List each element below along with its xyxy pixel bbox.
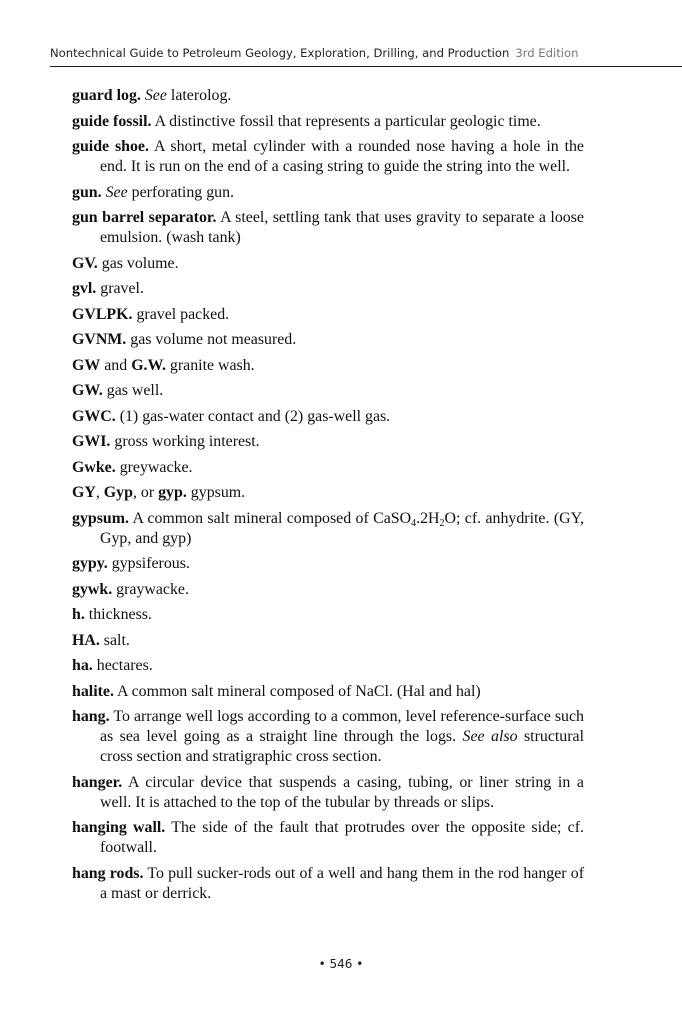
entry-term: GWC.: [72, 407, 116, 425]
entry-definition: laterolog.: [170, 87, 232, 104]
entry-definition: gross working interest.: [114, 433, 260, 450]
entry-definition: perforating gun.: [131, 183, 234, 201]
entry-term: gun.: [72, 183, 102, 201]
entry-definition: A steel, settling tank that uses gravity to separate a loose emulsion. (wash tank): [100, 209, 584, 246]
entry-definition: O; cf. anhydrite. (GY, Gyp, and gyp): [100, 509, 584, 547]
entry-term: GWI.: [72, 433, 111, 450]
entry-term: gypy.: [72, 555, 108, 572]
entry-definition: To pull sucker-rods out of a well and hang them in the rod hanger of a mast or derrick.: [100, 864, 585, 902]
glossary-entry: [72, 279, 584, 299]
entry-term: hanging wall.: [72, 819, 166, 836]
glossary-entry: [72, 356, 584, 376]
entry-definition: thickness.: [88, 606, 152, 623]
entry-term: GY: [72, 484, 96, 501]
entry-term: GW.: [72, 382, 103, 399]
glossary-entry: [72, 864, 584, 904]
glossary-entry: [72, 682, 584, 702]
entry-definition: A short, metal cylinder with a rounded nose having a hole in the end. It is run on the end of a casing string to guide the string into the well.: [100, 138, 584, 175]
entry-definition: A circular device that suspends a casing, tubing, or liner string in a well. It is attached to the top of the tubular by threads or slips.: [100, 773, 584, 811]
entry-term: gvl.: [72, 280, 97, 297]
entry-definition: salt.: [103, 631, 130, 649]
entry-definition: gravel.: [100, 280, 144, 297]
entry-definition: gas volume.: [101, 254, 179, 272]
entry-definition: A common salt mineral composed of CaSO: [132, 509, 412, 527]
entry-definition: granite wash.: [169, 356, 255, 374]
entry-term: gypsum.: [72, 509, 129, 527]
entry-definition: gravel packed.: [136, 305, 230, 323]
glossary-entry: [72, 773, 584, 813]
entry-term: HA.: [72, 631, 100, 649]
glossary-content: [72, 86, 584, 909]
edition-label: 3rd Edition: [515, 46, 579, 60]
entry-definition: (1) gas-water contact and (2) gas-well gas.: [119, 407, 391, 425]
entry-term-alt: gyp.: [158, 484, 187, 501]
glossary-entry: [72, 554, 584, 574]
running-header: [50, 46, 682, 67]
entry-definition: gas well.: [106, 382, 164, 399]
glossary-entry: [72, 183, 584, 203]
glossary-entry: [72, 407, 584, 427]
entry-definition: gas volume not measured.: [130, 331, 297, 348]
page-number: • 546 •: [318, 957, 364, 971]
glossary-entry: [72, 432, 584, 452]
glossary-entry: [72, 707, 584, 767]
entry-term: halite.: [72, 682, 114, 700]
entry-term-alt: Gyp: [103, 484, 133, 501]
entry-separator: ,: [95, 484, 104, 501]
subscript: 4: [411, 517, 417, 529]
entry-term: guide fossil.: [72, 112, 152, 130]
glossary-entry: [72, 631, 584, 651]
glossary-entry: [72, 112, 584, 132]
entry-separator: , or: [132, 484, 159, 501]
entry-definition: gypsum.: [190, 484, 246, 501]
glossary-entry: [72, 509, 584, 549]
entry-term-alt: G.W.: [131, 356, 166, 374]
glossary-entry: [72, 330, 584, 350]
entry-conjunction: and: [104, 356, 128, 374]
glossary-entry: [72, 605, 584, 625]
entry-definition: A distinctive fossil that represents a particular geologic time.: [154, 112, 541, 130]
entry-term: GVLPK.: [72, 305, 133, 323]
entry-definition: greywacke.: [119, 458, 193, 476]
entry-term: guard log.: [72, 87, 141, 104]
glossary-entry: [72, 381, 584, 401]
entry-definition: gypsiferous.: [111, 555, 190, 572]
see-label: See: [105, 183, 128, 201]
glossary-entry: [72, 137, 584, 177]
glossary-entry: [72, 86, 584, 106]
see-label: See: [144, 87, 167, 104]
entry-term: hang.: [72, 708, 110, 725]
entry-term: GVNM.: [72, 331, 127, 348]
glossary-entry: [72, 483, 584, 503]
entry-term: GW: [72, 356, 101, 374]
book-title: Nontechnical Guide to Petroleum Geology, Exploration, Drilling, and Production: [50, 46, 510, 60]
glossary-entry: [72, 458, 584, 478]
entry-term: hanger.: [72, 773, 123, 791]
entry-term: hang rods.: [72, 864, 144, 882]
entry-term: guide shoe.: [72, 138, 149, 155]
glossary-entry: [72, 254, 584, 274]
entry-definition: The side of the fault that protrudes over the opposite side; cf. footwall.: [100, 819, 585, 856]
subscript: 2: [439, 517, 445, 529]
entry-term: ha.: [72, 657, 93, 674]
entry-definition: A common salt mineral composed of NaCl. (Hal and hal): [117, 682, 481, 700]
entry-definition: To arrange well logs according to a common, level reference-surface such as sea level going as a straight line through the logs.: [100, 708, 585, 745]
glossary-entry: [72, 305, 584, 325]
glossary-entry: [72, 208, 584, 248]
entry-definition: .2H: [416, 509, 440, 527]
entry-definition-cont: structural cross section and stratigraphic cross section.: [100, 728, 584, 765]
glossary-entry: [72, 818, 584, 858]
see-also-label: See also: [462, 728, 518, 745]
entry-term: GV.: [72, 254, 98, 272]
entry-term: Gwke.: [72, 458, 116, 476]
entry-term: h.: [72, 606, 85, 623]
entry-definition: graywacke.: [116, 580, 189, 598]
glossary-entry: [72, 580, 584, 600]
entry-definition: hectares.: [96, 657, 153, 674]
glossary-entry: [72, 656, 584, 676]
entry-term: gun barrel separator.: [72, 209, 217, 226]
entry-term: gywk.: [72, 580, 113, 598]
